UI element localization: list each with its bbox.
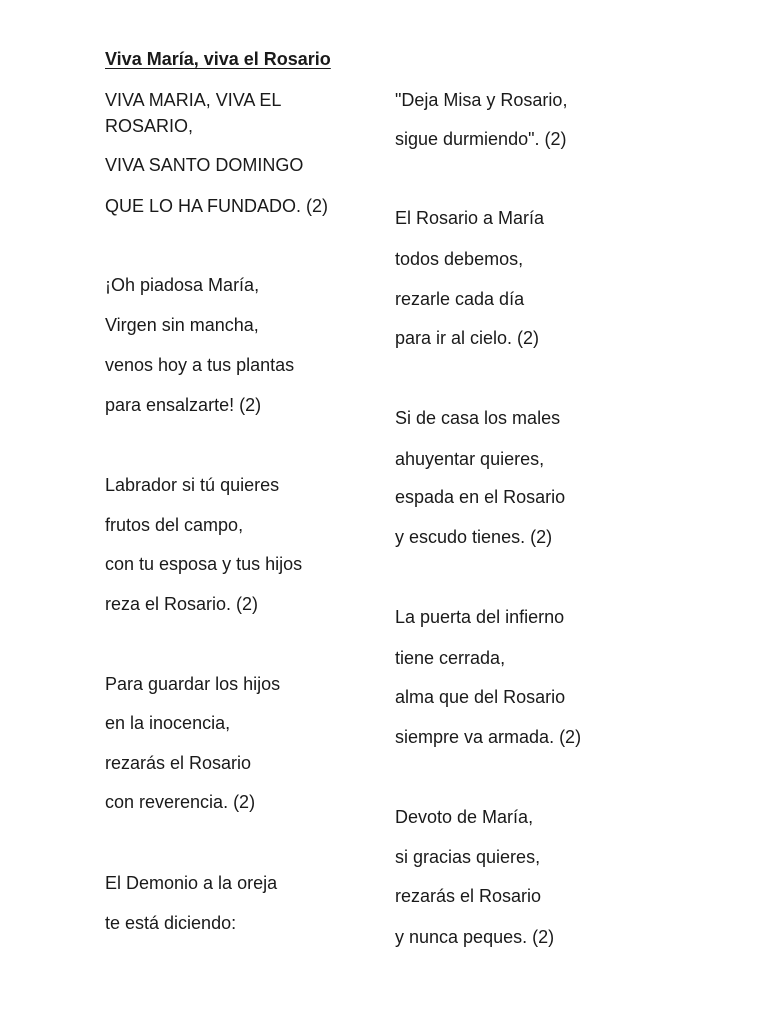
verse-line: VIVA MARIA, VIVA EL <box>105 90 282 110</box>
verse-line: sigue durmiendo". (2) <box>395 129 567 149</box>
verse-line: para ensalzarte! (2) <box>105 395 262 415</box>
page-title: Viva María, viva el Rosario <box>105 49 331 69</box>
verse-line: QUE LO HA FUNDADO. (2) <box>105 196 329 216</box>
verse-line: El Rosario a María <box>395 208 545 228</box>
verse-line: con tu esposa y tus hijos <box>105 554 303 574</box>
verse-line: Si de casa los males <box>395 408 561 428</box>
verse-line: rezarle cada día <box>395 289 525 309</box>
verse-line: y nunca peques. (2) <box>395 927 555 947</box>
verse-line: ¡Oh piadosa María, <box>105 275 260 295</box>
verse-line: Devoto de María, <box>395 807 534 827</box>
verse-line: Labrador si tú quieres <box>105 475 280 495</box>
verse-line: frutos del campo, <box>105 515 244 535</box>
verse-line: Para guardar los hijos <box>105 674 281 694</box>
verse-line: tiene cerrada, <box>395 648 506 668</box>
verse-line: todos debemos, <box>395 249 524 269</box>
verse-line: si gracias quieres, <box>395 847 541 867</box>
verse-line: rezarás el Rosario <box>395 886 542 906</box>
verse-line: ROSARIO, <box>105 116 194 136</box>
verse-line: ahuyentar quieres, <box>395 449 545 469</box>
verse-line: VIVA SANTO DOMINGO <box>105 155 304 175</box>
verse-line: rezarás el Rosario <box>105 753 252 773</box>
verse-line: La puerta del infierno <box>395 607 565 627</box>
verse-line: para ir al cielo. (2) <box>395 328 540 348</box>
verse-line: espada en el Rosario <box>395 487 566 507</box>
verse-line: El Demonio a la oreja <box>105 873 278 893</box>
verse-line: alma que del Rosario <box>395 687 566 707</box>
verse-line: Virgen sin mancha, <box>105 315 259 335</box>
verse-line: reza el Rosario. (2) <box>105 594 259 614</box>
verse-line: venos hoy a tus plantas <box>105 355 295 375</box>
verse-line: con reverencia. (2) <box>105 792 256 812</box>
verse-line: te está diciendo: <box>105 913 237 933</box>
verse-line: en la inocencia, <box>105 713 231 733</box>
verse-line: "Deja Misa y Rosario, <box>395 90 568 110</box>
verse-line: y escudo tienes. (2) <box>395 527 553 547</box>
verse-line: siempre va armada. (2) <box>395 727 582 747</box>
